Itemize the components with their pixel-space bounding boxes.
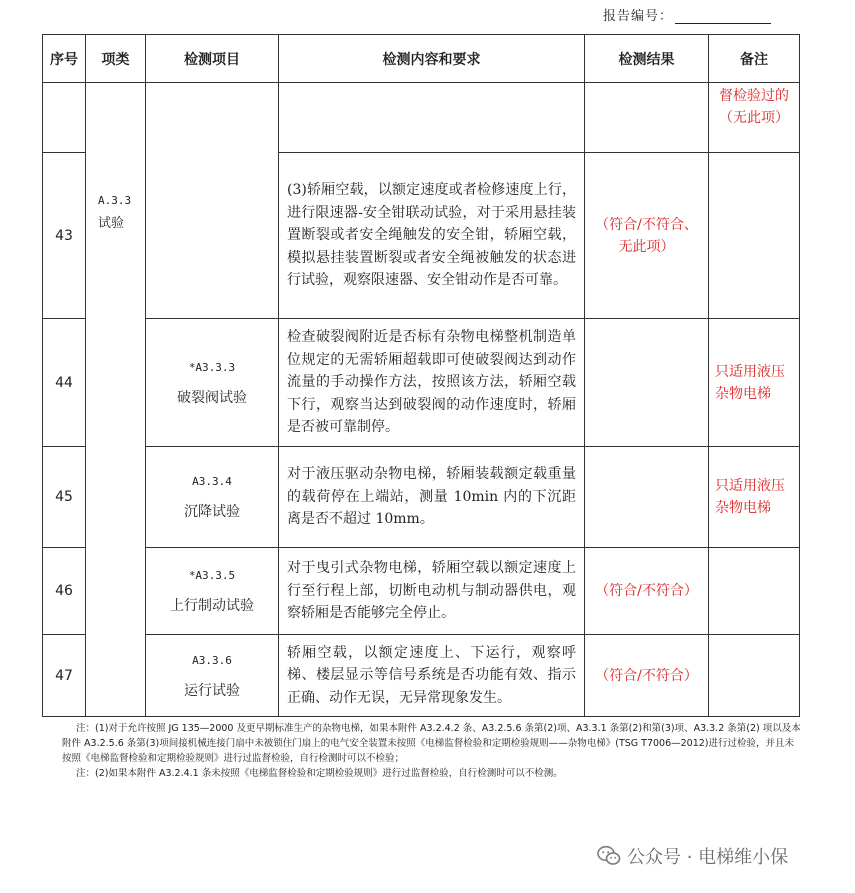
table-row <box>43 548 800 635</box>
row-content: 轿厢空载，以额定速度上、下运行，观察呼梯、楼层显示等信号系统是否功能有效、指示正确、动作无误，无异常现象发生。 <box>279 635 585 717</box>
category-code: A.3.3 <box>98 194 132 207</box>
header-note: 备注 <box>709 35 800 83</box>
category-name: 试验 <box>98 216 125 231</box>
table-row <box>43 319 800 447</box>
row-number: 44 <box>43 319 86 447</box>
row-note: 督检验过的（无此项） <box>709 83 800 153</box>
item-cell <box>146 635 279 717</box>
row-number <box>43 83 86 153</box>
item-cell-merged <box>146 83 279 319</box>
row-note: 只适用液压杂物电梯 <box>709 319 800 447</box>
table-row <box>43 83 800 153</box>
row-result: （符合/不符合） <box>585 548 709 635</box>
watermark <box>597 843 788 869</box>
item-name: 运行试验 <box>184 682 240 699</box>
item-code: *A3.3.5 <box>188 569 236 582</box>
item-name: 沉降试验 <box>184 504 240 520</box>
item-cell <box>146 319 279 447</box>
footnotes <box>62 721 802 781</box>
header-result: 检测结果 <box>585 35 709 83</box>
row-number: 43 <box>43 153 86 319</box>
item-cell <box>146 447 279 548</box>
category-cell <box>86 83 146 717</box>
item-code: *A3.3.3 <box>188 360 236 374</box>
row-result: （符合/不符合） <box>585 635 709 717</box>
row-note <box>709 153 800 319</box>
header-content: 检测内容和要求 <box>279 35 585 83</box>
row-result <box>585 447 709 548</box>
row-content: 检查破裂阀附近是否标有杂物电梯整机制造单位规定的无需轿厢超载即可使破裂阀达到动作流量的手动操作方法，按照该方法，轿厢空载下行，观察当达到破裂阀的动作速度时，轿厢是否被可靠制停。 <box>279 319 585 447</box>
item-code: A3.3.4 <box>192 475 232 488</box>
row-result <box>585 319 709 447</box>
report-number <box>603 5 771 24</box>
row-note <box>709 635 800 717</box>
row-number: 46 <box>43 548 86 635</box>
header-item: 检测项目 <box>146 35 279 83</box>
row-number: 47 <box>43 635 86 717</box>
row-result <box>585 83 709 153</box>
header-category: 项类 <box>86 35 146 83</box>
table-header-row <box>43 35 800 83</box>
item-name: 破裂阀试验 <box>177 389 247 406</box>
row-content: 对于液压驱动杂物电梯，轿厢装载额定载重量的载荷停在上端站，测量 10min 内的下沉距离是否不超过 10mm。 <box>279 447 585 548</box>
watermark-text: 公众号 · 电梯维小保 <box>627 847 789 868</box>
wechat-icon <box>597 845 621 867</box>
item-cell <box>146 548 279 635</box>
row-note <box>709 548 800 635</box>
row-content: (3)轿厢空载，以额定速度或者检修速度上行，进行限速器-安全钳联动试验，对于采用悬挂装置断裂或者安全绳触发的安全钳，轿厢空载，模拟悬挂装置断裂或者安全绳被触发的状态进行试验，观察限速器、安全钳动作是否可靠。 <box>279 153 585 319</box>
row-note: 只适用液压杂物电梯 <box>709 447 800 548</box>
report-number-label: 报告编号： <box>603 9 674 24</box>
report-number-blank <box>675 8 771 24</box>
row-result: （符合/不符合、无此项） <box>585 153 709 319</box>
footnote-2: 注：(2)如果本附件 A3.2.4.1 条未按照《电梯监督检验和定期检验规则》进行过监督检验，自行检测时可以不检测。 <box>76 768 563 779</box>
item-name: 上行制动试验 <box>170 598 254 614</box>
row-content: 对于曳引式杂物电梯，轿厢空载以额定速度上行至行程上部，切断电动机与制动器供电，观察轿厢是否能够完全停止。 <box>279 548 585 635</box>
row-content <box>279 83 585 153</box>
row-number: 45 <box>43 447 86 548</box>
table-row <box>43 447 800 548</box>
footnote-1: 注：(1)对于允许按照 JG 135—2000 及更早期标准生产的杂物电梯，如果本附件 A3.2.4.2 条、A3.2.5.6 条第(2)项、A3.3.1 条第(2)和第(3)项、A3.3.2 条第(2) 项以及本附件 A3.2.5.6 条第(3)项间接机械连接门扇中未被锁住门扇上的电气安全装置未按照《电梯监督检验和定期检验规则——杂物电梯》(TSG T7006—2012)进行过检验，并且未按照《电梯监督检验和定期检验规则》进行过监督检验，自行检测时可以不检验； <box>62 723 801 764</box>
header-no: 序号 <box>43 35 86 83</box>
item-code: A3.3.6 <box>192 653 232 667</box>
table-row <box>43 635 800 717</box>
inspection-table <box>42 34 800 717</box>
